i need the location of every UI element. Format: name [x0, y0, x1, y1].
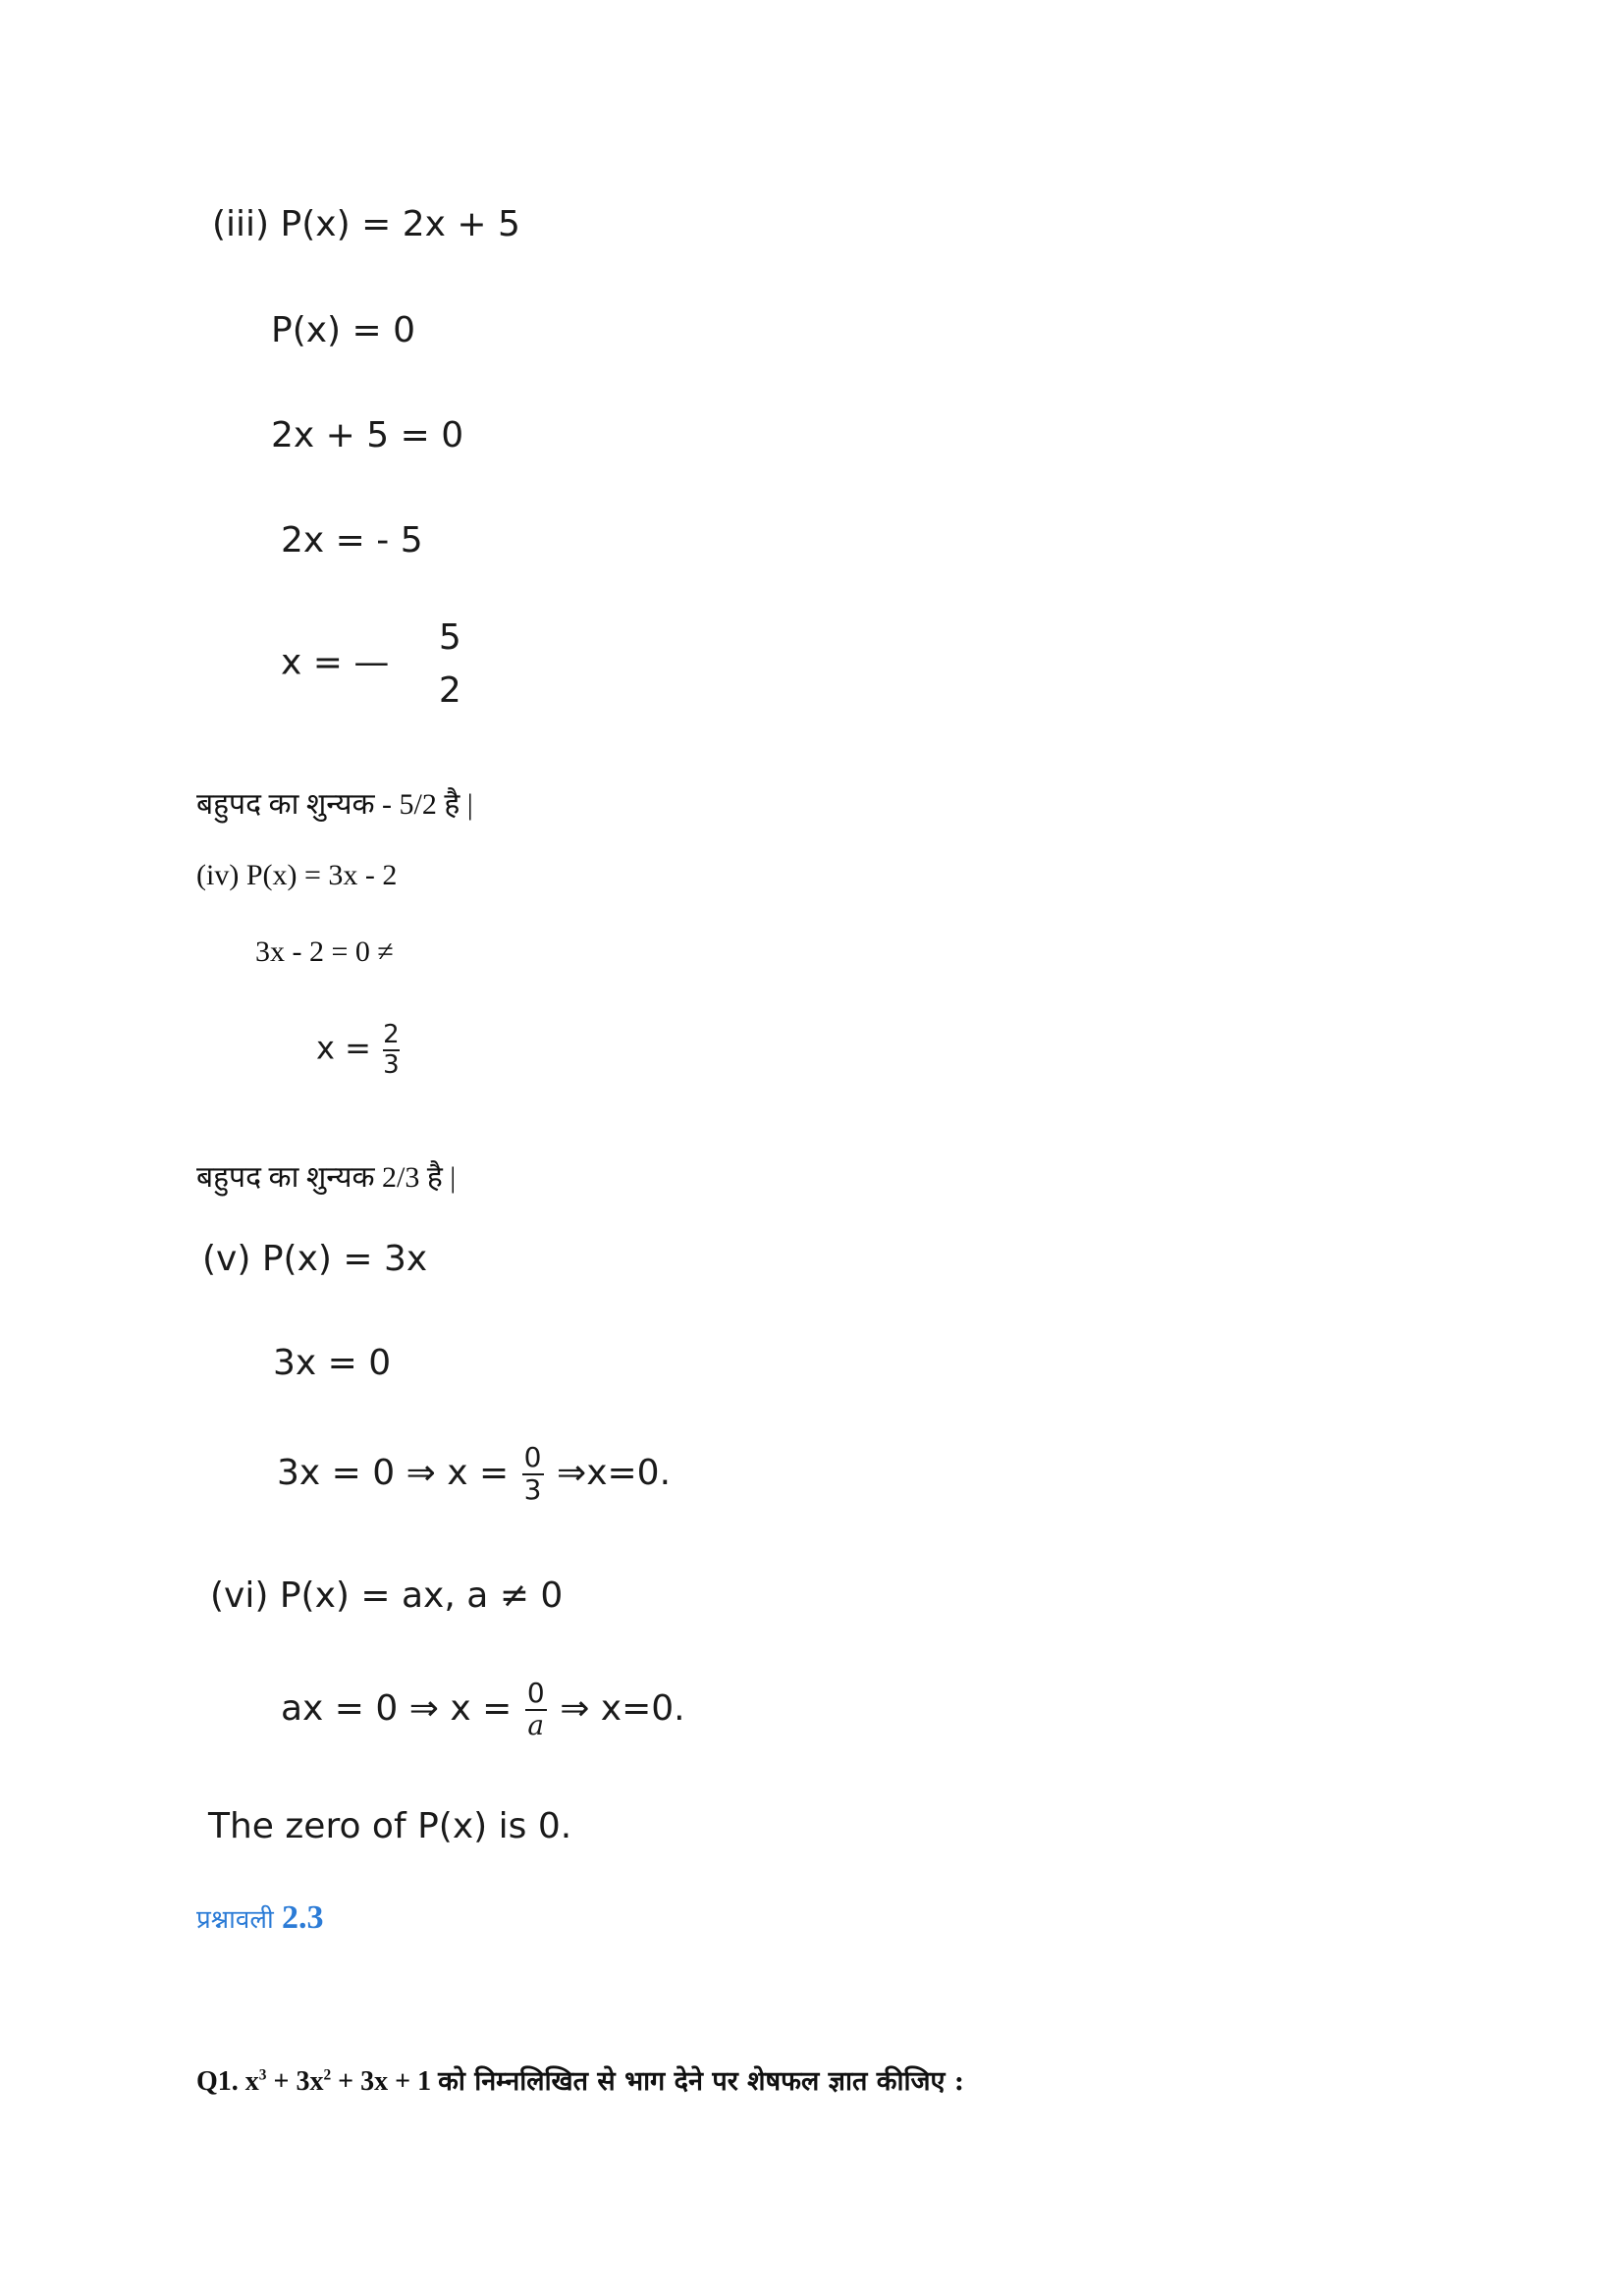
equation-prefix: x =: [316, 1029, 371, 1067]
equation-right: ⇒ x=0.: [560, 1687, 685, 1729]
denominator: 3: [523, 1472, 542, 1506]
part-vi-step-1: [281, 1679, 685, 1741]
fraction: [435, 618, 464, 710]
numerator: 5: [438, 617, 461, 658]
numerator: 0: [526, 1677, 545, 1709]
fraction: [522, 1443, 544, 1506]
fraction: [383, 1021, 400, 1079]
question-prefix: Q1. x: [196, 2066, 259, 2097]
question-term: + 3x + 1: [331, 2066, 439, 2097]
part-iv-result: बहुपद का शुन्यक 2/3 है |: [196, 1161, 457, 1194]
part-v-title: (v) P(x) = 3x: [202, 1239, 428, 1279]
part-v-step-1: 3x = 0: [273, 1343, 392, 1383]
denominator: 2: [438, 669, 461, 711]
denominator: a: [527, 1708, 545, 1741]
part-iii-step-1: P(x) = 0: [271, 310, 416, 350]
part-iii-step-2: 2x + 5 = 0: [271, 415, 464, 455]
exercise-heading: [196, 1899, 324, 1937]
question-1: [196, 2061, 964, 2098]
question-instruction: को निम्नलिखित से भाग देने पर शेषफल ज्ञात कीजिए :: [438, 2066, 964, 2097]
part-v-step-2: [277, 1443, 671, 1506]
exponent: 2: [323, 2066, 332, 2084]
part-iv-step-2: [316, 1021, 402, 1079]
equation-left: ax = 0 ⇒ x =: [281, 1687, 513, 1729]
equation-left: 3x = 0 ⇒ x =: [277, 1452, 510, 1493]
question-term: + 3x: [266, 2066, 324, 2097]
exponent: 3: [258, 2066, 267, 2084]
equation-right: ⇒x=0.: [557, 1452, 672, 1493]
numerator: 0: [523, 1441, 542, 1473]
part-iii-step-4: [281, 618, 466, 710]
part-vi-title: (vi) P(x) = ax, a ≠ 0: [210, 1575, 564, 1616]
fraction: [525, 1679, 547, 1741]
part-iii-title: (iii) P(x) = 2x + 5: [212, 204, 520, 244]
exercise-label: प्रश्नावली: [196, 1905, 274, 1935]
part-iii-result: बहुपद का शुन्यक - 5/2 है |: [196, 788, 473, 821]
part-vi-conclusion: The zero of P(x) is 0.: [208, 1806, 572, 1846]
denominator: 3: [383, 1049, 400, 1080]
part-iv-title: (iv) P(x) = 3x - 2: [196, 859, 398, 891]
part-iii-step-3: 2x = - 5: [281, 520, 423, 561]
equation-prefix: x = —: [281, 642, 390, 683]
numerator: 2: [383, 1020, 400, 1049]
part-iv-step-1: 3x - 2 = 0 ≠: [255, 935, 394, 968]
exercise-number: 2.3: [282, 1899, 324, 1936]
